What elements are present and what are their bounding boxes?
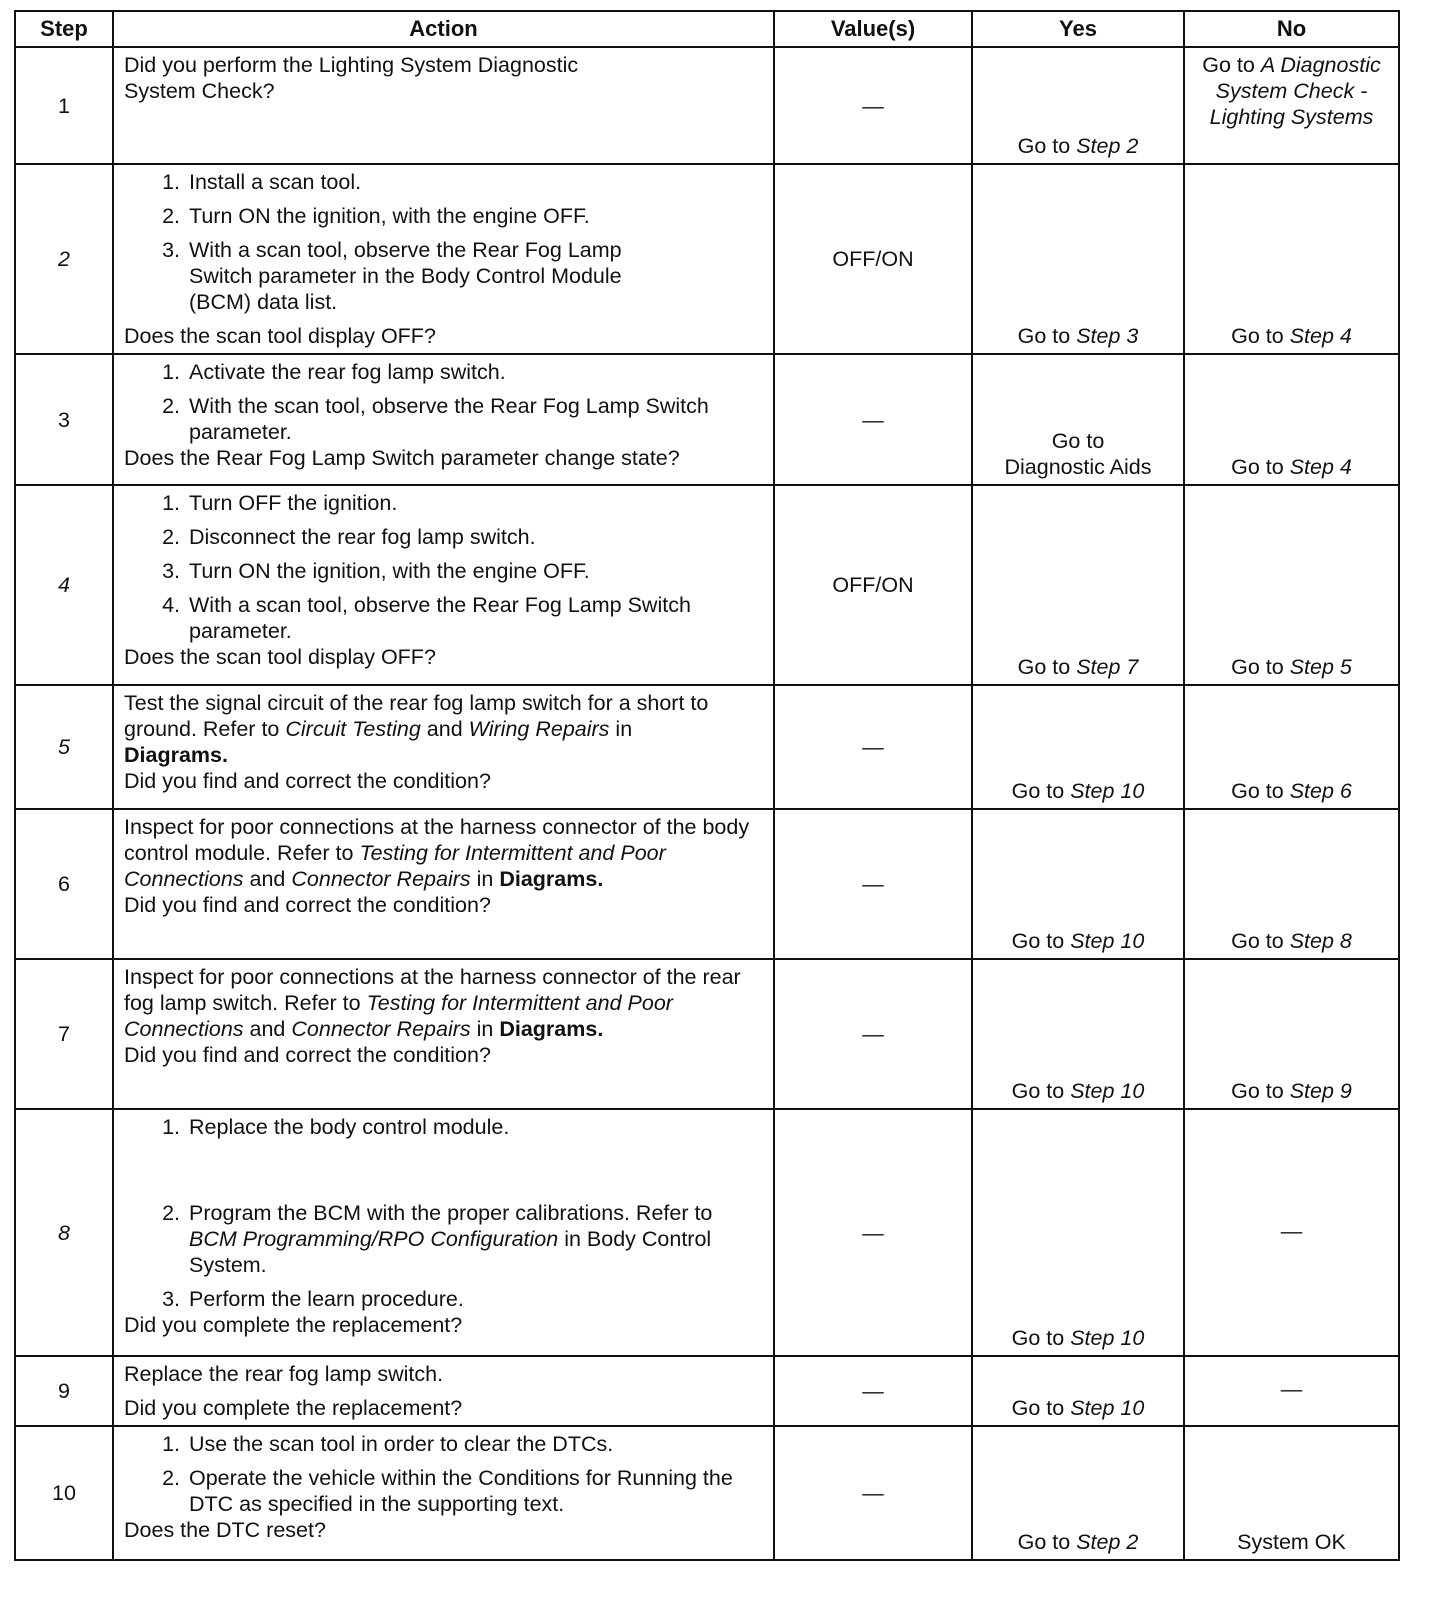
ref-link[interactable]: Circuit Testing	[285, 717, 421, 741]
action-cell	[113, 47, 774, 164]
no-prefix: Go to	[1202, 53, 1255, 77]
yes-link[interactable]: Step 2	[1076, 134, 1139, 158]
yes-prefix: Go to	[1011, 1079, 1065, 1103]
no-prefix: Go to	[1231, 929, 1284, 953]
table-row	[15, 959, 1399, 1109]
table-row	[15, 164, 1399, 354]
no-cell	[1184, 685, 1399, 809]
action-question: Did you find and correct the condition?	[124, 893, 491, 917]
value-cell: —	[774, 47, 972, 164]
action-question: Does the scan tool display OFF?	[124, 324, 436, 348]
step-number: 7	[15, 959, 113, 1109]
yes-link[interactable]: Step 10	[1070, 1396, 1145, 1420]
no-prefix: Go to	[1231, 455, 1284, 479]
step-number: 2	[15, 164, 113, 354]
yes-prefix: Go to	[1017, 655, 1071, 679]
value-cell: —	[774, 809, 972, 959]
diagnostic-table	[14, 10, 1400, 1561]
no-prefix: Go to	[1231, 1079, 1284, 1103]
ref-link[interactable]: Testing for Intermittent and Poor Connections	[124, 841, 666, 891]
no-cell: System OK	[1184, 1426, 1399, 1560]
no-link[interactable]: Step 8	[1289, 929, 1352, 953]
step-number: 4	[15, 485, 113, 685]
table-row	[15, 1109, 1399, 1356]
list-item: 2. Program the BCM with the proper calibrations. Refer to BCM Programming/RPO Configuration in Body Control System.	[162, 1201, 713, 1277]
no-cell	[1184, 485, 1399, 685]
action-question: Does the scan tool display OFF?	[124, 645, 436, 669]
yes-link[interactable]: Step 10	[1070, 929, 1145, 953]
value-cell: —	[774, 685, 972, 809]
value-cell: OFF/ON	[774, 485, 972, 685]
table-row	[15, 1356, 1399, 1426]
list-item: 1. Turn OFF the ignition.	[162, 491, 398, 515]
list-item: 3. Perform the learn procedure.	[162, 1287, 464, 1311]
action-steps	[124, 359, 765, 445]
no-link[interactable]: Step 5	[1289, 655, 1352, 679]
yes-cell	[972, 1109, 1184, 1356]
no-cell	[1184, 47, 1399, 164]
step-number: 6	[15, 809, 113, 959]
action-cell	[113, 1109, 774, 1356]
yes-cell	[972, 809, 1184, 959]
no-cell	[1184, 959, 1399, 1109]
action-question: Did you complete the replacement?	[124, 1313, 463, 1337]
header-no: No	[1184, 11, 1399, 47]
list-item: 3. Turn ON the ignition, with the engine OFF.	[162, 559, 590, 583]
no-cell	[1184, 164, 1399, 354]
yes-cell	[972, 485, 1184, 685]
yes-link[interactable]: Step 3	[1076, 324, 1139, 348]
action-question: Did you find and correct the condition?	[124, 769, 491, 793]
step-number: 9	[15, 1356, 113, 1426]
no-cell	[1184, 809, 1399, 959]
yes-cell	[972, 1356, 1184, 1426]
header-step: Step	[15, 11, 113, 47]
list-item: 1. Use the scan tool in order to clear the DTCs.	[162, 1432, 614, 1456]
action-steps	[124, 169, 765, 323]
list-item: 1. Replace the body control module.	[162, 1115, 510, 1139]
action-text: Inspect for poor connections at the harness connector of the rear fog lamp switch. Refer to Testing for Intermittent and Poor Connections and Connector Repairs in Diagrams.	[124, 965, 741, 1041]
action-text: Replace the rear fog lamp switch.	[124, 1362, 444, 1386]
list-item: 4. With a scan tool, observe the Rear Fog Lamp Switch parameter.	[162, 593, 691, 643]
no-cell	[1184, 354, 1399, 485]
header-yes: Yes	[972, 11, 1184, 47]
step-number: 5	[15, 685, 113, 809]
list-item: 1. Install a scan tool.	[162, 170, 362, 194]
value-cell: —	[774, 1356, 972, 1426]
yes-cell	[972, 164, 1184, 354]
action-cell	[113, 959, 774, 1109]
action-question: Does the Rear Fog Lamp Switch parameter change state?	[124, 446, 680, 470]
step-number: 1	[15, 47, 113, 164]
table-row	[15, 485, 1399, 685]
no-link[interactable]: Step 4	[1289, 324, 1352, 348]
action-cell	[113, 164, 774, 354]
yes-link[interactable]: Step 10	[1070, 1326, 1145, 1350]
no-cell: —	[1184, 1356, 1399, 1426]
list-item: 2. Turn ON the ignition, with the engine OFF.	[162, 204, 590, 228]
action-cell	[113, 1426, 774, 1560]
yes-prefix: Go to	[1011, 929, 1065, 953]
yes-cell	[972, 47, 1184, 164]
yes-prefix: Go to	[1011, 1396, 1065, 1420]
no-link[interactable]: Step 9	[1289, 1079, 1352, 1103]
list-item: 2. With the scan tool, observe the Rear Fog Lamp Switch parameter.	[162, 394, 709, 444]
action-text: Did you perform the Lighting System Diagnostic System Check?	[124, 53, 579, 103]
no-prefix: Go to	[1231, 324, 1284, 348]
table-row	[15, 47, 1399, 164]
action-cell	[113, 354, 774, 485]
action-question: Did you find and correct the condition?	[124, 1043, 491, 1067]
no-link[interactable]: A Diagnostic System Check - Lighting Systems	[1209, 53, 1381, 129]
step-number: 10	[15, 1426, 113, 1560]
table-row	[15, 685, 1399, 809]
yes-link[interactable]: Step 2	[1076, 1530, 1139, 1554]
action-cell	[113, 1356, 774, 1426]
no-link[interactable]: Step 4	[1289, 455, 1352, 479]
yes-cell	[972, 685, 1184, 809]
yes-prefix: Go to	[1011, 779, 1065, 803]
action-cell	[113, 685, 774, 809]
action-cell	[113, 809, 774, 959]
step-number: 8	[15, 1109, 113, 1356]
table-row	[15, 809, 1399, 959]
action-text: Inspect for poor connections at the harness connector of the body control module. Refer to Testing for Intermittent and Poor Connections and Connector Repairs in Diagrams.	[124, 815, 750, 891]
yes-cell	[972, 354, 1184, 485]
ref-link[interactable]: Connector Repairs	[291, 867, 471, 891]
yes-link[interactable]: Step 7	[1076, 655, 1139, 679]
no-prefix: Go to	[1231, 779, 1284, 803]
table-row	[15, 354, 1399, 485]
action-text: Test the signal circuit of the rear fog lamp switch for a short to ground. Refer to Circuit Testing and Wiring Repairs in Diagrams.	[124, 691, 709, 767]
yes-cell	[972, 959, 1184, 1109]
ref-link[interactable]: BCM Programming/RPO Configuration	[189, 1227, 559, 1251]
ref-link[interactable]: Connector Repairs	[291, 1017, 471, 1041]
header-row	[15, 11, 1399, 47]
value-cell: —	[774, 354, 972, 485]
no-prefix: Go to	[1231, 655, 1284, 679]
yes-prefix: Go to	[1011, 1326, 1065, 1350]
yes-cell	[972, 1426, 1184, 1560]
list-item: 3. With a scan tool, observe the Rear Fog Lamp Switch parameter in the Body Control Module (BCM) data list.	[162, 238, 622, 314]
action-steps	[124, 1114, 765, 1312]
value-cell: —	[774, 1109, 972, 1356]
yes-link[interactable]: Step 10	[1070, 779, 1145, 803]
action-steps	[124, 490, 765, 644]
action-question: Did you complete the replacement?	[124, 1396, 463, 1420]
value-cell: —	[774, 1426, 972, 1560]
value-cell: —	[774, 959, 972, 1109]
header-action: Action	[113, 11, 774, 47]
action-question: Does the DTC reset?	[124, 1518, 326, 1542]
list-item: 2. Disconnect the rear fog lamp switch.	[162, 525, 536, 549]
yes-prefix: Go to	[1017, 324, 1071, 348]
list-item: 1. Activate the rear fog lamp switch.	[162, 360, 506, 384]
ref-link[interactable]: Testing for Intermittent and Poor Connections	[124, 991, 673, 1041]
action-cell	[113, 485, 774, 685]
diagnostic-table-page	[14, 10, 1398, 1561]
action-steps	[124, 1431, 765, 1517]
header-values: Value(s)	[774, 11, 972, 47]
yes-link[interactable]: Diagnostic Aids	[1004, 455, 1152, 479]
yes-prefix: Go to	[1017, 134, 1071, 158]
yes-prefix: Go to	[1017, 1530, 1071, 1554]
step-number: 3	[15, 354, 113, 485]
yes-link[interactable]: Step 10	[1070, 1079, 1145, 1103]
table-row	[15, 1426, 1399, 1560]
ref-link[interactable]: Wiring Repairs	[468, 717, 610, 741]
no-cell: —	[1184, 1109, 1399, 1356]
value-cell: OFF/ON	[774, 164, 972, 354]
no-link[interactable]: Step 6	[1289, 779, 1352, 803]
list-item: 2. Operate the vehicle within the Conditions for Running the DTC as specified in the supporting text.	[162, 1466, 733, 1516]
yes-prefix: Go to	[1051, 429, 1105, 453]
